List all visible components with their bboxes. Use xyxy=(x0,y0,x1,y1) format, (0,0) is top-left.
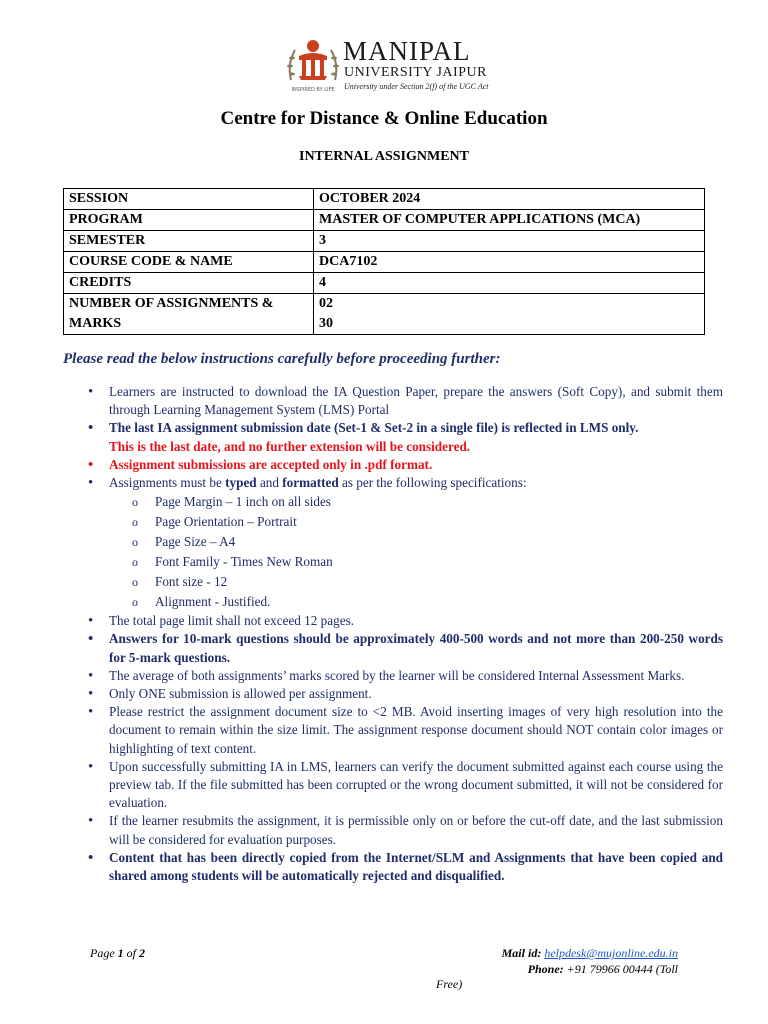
list-item: • The average of both assignments’ marks scored by the learner will be considered Internal Assessment Marks. xyxy=(109,667,723,685)
spec-item: o Page Orientation – Portrait xyxy=(155,512,723,532)
instruction-text: and xyxy=(256,475,283,491)
list-item: • The total page limit shall not exceed 12 pages. xyxy=(109,612,723,630)
emphasis: formatted xyxy=(282,475,339,491)
instruction-text: as per the following specifications: xyxy=(338,475,527,491)
table-cell-value: 4 xyxy=(314,273,705,294)
list-item: • Only ONE submission is allowed per assignment. xyxy=(109,685,723,703)
spec-item: o Font Family - Times New Roman xyxy=(155,552,723,572)
page-total: 2 xyxy=(139,946,145,960)
phone-continuation: Free) xyxy=(436,977,463,991)
logo-tagline: University under Section 2(f) of the UGC Act xyxy=(344,82,489,91)
table-cell-key: SEMESTER xyxy=(64,231,314,252)
list-item: • Learners are instructed to download the IA Question Paper, prepare the answers (Soft Copy), and submit them through Learning Management System (LMS) Portal xyxy=(109,383,723,419)
instructions-list xyxy=(63,383,723,885)
table-row xyxy=(64,252,705,273)
phone-number: +91 79966 00444 (Toll xyxy=(566,962,678,976)
specs-list xyxy=(109,492,723,612)
list-item: • If the learner resubmits the assignment, it is permissible only on or before the cut-off date, and the last submission will be considered for evaluation purposes. xyxy=(109,812,723,848)
list-item: • Please restrict the assignment document size to <2 MB. Avoid inserting images of very high resolution into the document to remain within the size limit. The assignment response document should NOT contain color images or highlighting of text content. xyxy=(109,703,723,758)
helpdesk-email-link[interactable]: helpdesk@mujonline.edu.in xyxy=(544,946,678,960)
page-number xyxy=(90,945,145,961)
spec-item: o Page Margin – 1 inch on all sides xyxy=(155,492,723,512)
spec-item: o Alignment - Justified. xyxy=(155,592,723,612)
table-row xyxy=(64,210,705,231)
table-cell-key: SESSION xyxy=(64,189,314,210)
page-current: 1 xyxy=(117,946,124,960)
table-row xyxy=(64,189,705,210)
instruction-text: The last IA assignment submission date (Set-1 & Set-2 in a single file) is reflected in LMS only. xyxy=(109,420,639,436)
university-logo xyxy=(285,36,505,94)
table-row xyxy=(64,273,705,294)
table-cell-key: CREDITS xyxy=(64,273,314,294)
course-info-table xyxy=(63,188,705,335)
emphasis: typed xyxy=(225,475,257,491)
list-item xyxy=(109,474,723,612)
logo-subtitle: UNIVERSITY JAIPUR xyxy=(344,65,487,80)
table-cell-value: DCA7102 xyxy=(314,252,705,273)
table-cell-value: 3 xyxy=(314,231,705,252)
phone-label: Phone: xyxy=(527,962,567,976)
value-line: 30 xyxy=(319,316,333,331)
table-cell-key xyxy=(64,294,314,335)
list-item: • Upon successfully submitting IA in LMS, learners can verify the document submitted against each course using the preview tab. If the file submitted has been corrupted or the wrong document submitted, it will not be considered for evaluation. xyxy=(109,758,723,813)
table-cell-key: PROGRAM xyxy=(64,210,314,231)
table-cell-value xyxy=(314,294,705,335)
table-row xyxy=(64,231,705,252)
instructions-heading: Please read the below instructions carefully before proceeding further: xyxy=(63,351,501,367)
list-item xyxy=(109,419,723,455)
key-line: NUMBER OF ASSIGNMENTS & xyxy=(69,296,274,311)
table-cell-value: OCTOBER 2024 xyxy=(314,189,705,210)
list-item: • Answers for 10-mark questions should be approximately 400-500 words and not more than 200-250 words for 5-mark questions. xyxy=(109,630,723,666)
table-cell-value: MASTER OF COMPUTER APPLICATIONS (MCA) xyxy=(314,210,705,231)
page-prefix: Page xyxy=(90,946,118,960)
seal-text: INSPIRED BY LIFE xyxy=(291,87,335,93)
table-row xyxy=(64,294,705,335)
spec-item: o Font size - 12 xyxy=(155,572,723,592)
instruction-warning: This is the last date, and no further extension will be considered. xyxy=(109,438,471,454)
list-item: • Content that has been directly copied from the Internet/SLM and Assignments that have been copied and shared among students will be automatically rejected and disqualified. xyxy=(109,849,723,885)
value-line: 02 xyxy=(319,296,333,311)
list-item: • Assignment submissions are accepted only in .pdf format. xyxy=(109,456,723,474)
key-line: MARKS xyxy=(69,316,122,331)
logo-name: MANIPAL xyxy=(343,36,471,66)
manipal-seal-icon xyxy=(285,36,341,94)
page-of: of xyxy=(123,946,139,960)
mail-label: Mail id: xyxy=(501,946,545,960)
centre-title: Centre for Distance & Online Education xyxy=(220,108,548,129)
assignment-title: INTERNAL ASSIGNMENT xyxy=(299,149,469,164)
spec-item: o Page Size – A4 xyxy=(155,532,723,552)
table-cell-key: COURSE CODE & NAME xyxy=(64,252,314,273)
instruction-text: Assignments must be xyxy=(109,475,226,491)
contact-info xyxy=(436,945,678,977)
